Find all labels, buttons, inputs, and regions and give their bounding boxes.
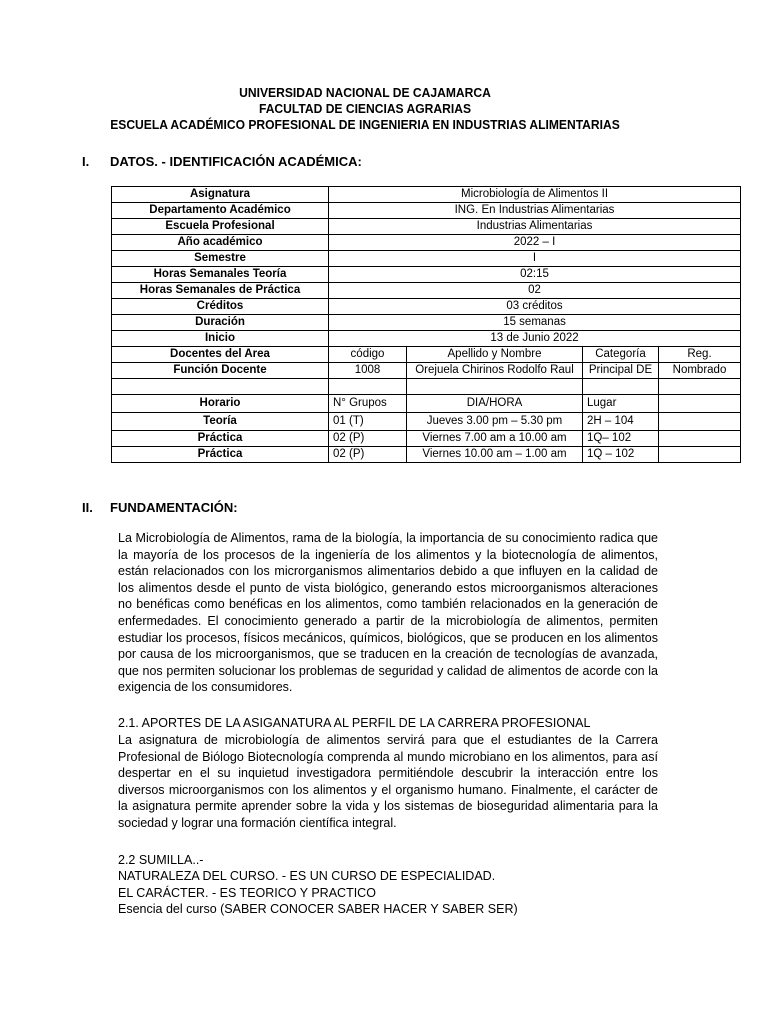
horario-row-label: Teoría bbox=[112, 413, 329, 431]
horario-row bbox=[112, 413, 741, 431]
identification-value: 03 créditos bbox=[329, 299, 741, 315]
identification-label: Escuela Profesional bbox=[112, 219, 329, 235]
horario-row-grupo: 02 (P) bbox=[329, 447, 407, 463]
identification-value: 2022 – I bbox=[329, 235, 741, 251]
identification-value: 02:15 bbox=[329, 267, 741, 283]
horario-row-lugar: 1Q – 102 bbox=[583, 447, 659, 463]
horario-header-dia: DIA/HORA bbox=[407, 395, 583, 413]
docente-regimen: Nombrado bbox=[659, 363, 741, 379]
horario-row-empty bbox=[659, 447, 741, 463]
identification-label: Inicio bbox=[112, 331, 329, 347]
identification-row bbox=[112, 331, 741, 347]
horario-row-grupo: 02 (P) bbox=[329, 431, 407, 447]
empty-cell bbox=[583, 379, 659, 395]
horario-header-row bbox=[112, 395, 741, 413]
horario-row-dia: Viernes 7.00 am a 10.00 am bbox=[407, 431, 583, 447]
section-2-number: II. bbox=[82, 500, 93, 515]
school-name: ESCUELA ACADÉMICO PROFESIONAL DE INGENIERIA EN INDUSTRIAS ALIMENTARIAS bbox=[110, 117, 620, 132]
docente-nombre: Orejuela Chirinos Rodolfo Raul bbox=[407, 363, 583, 379]
identification-value: ING. En Industrias Alimentarias bbox=[329, 203, 741, 219]
funcion-docente-label: Función Docente bbox=[112, 363, 329, 379]
aportes-paragraph: La asignatura de microbiología de alimentos servirá para que el estudiantes de la Carrera Profesional de Biólogo Biotecnología comprenda al mundo microbiano en los alimentos, para así despertar en el su inquietud investigadora permitiéndole descubrir la interacción entre los diversos microorganismos con los alimentos y el organismo humano. Finalmente, el carácter de la asignatura permite aprender sobre la vida y los sistemas de bioseguridad alimentaria para la sociedad y lograr una formación científica integral. bbox=[118, 733, 658, 830]
funcion-docente-row bbox=[112, 363, 741, 379]
sumilla-naturaleza: NATURALEZA DEL CURSO. - ES UN CURSO DE ESPECIALIDAD. bbox=[118, 869, 496, 883]
identification-label: Horas Semanales Teoría bbox=[112, 267, 329, 283]
docentes-header-reg: Reg. bbox=[659, 347, 741, 363]
identification-row bbox=[112, 235, 741, 251]
identification-label: Duración bbox=[112, 315, 329, 331]
identification-row bbox=[112, 203, 741, 219]
sumilla-title: 2.2 SUMILLA..- bbox=[118, 853, 204, 867]
identification-label: Semestre bbox=[112, 251, 329, 267]
docentes-header-row bbox=[112, 347, 741, 363]
identification-label: Año académico bbox=[112, 235, 329, 251]
docentes-block bbox=[112, 347, 741, 395]
horario-header-lugar: Lugar bbox=[583, 395, 659, 413]
identification-value: 15 semanas bbox=[329, 315, 741, 331]
horario-row-empty bbox=[659, 413, 741, 431]
identification-value: 02 bbox=[329, 283, 741, 299]
empty-cell bbox=[329, 379, 407, 395]
identification-value: Industrias Alimentarias bbox=[329, 219, 741, 235]
identification-value: 13 de Junio 2022 bbox=[329, 331, 741, 347]
identification-label: Departamento Académico bbox=[112, 203, 329, 219]
sumilla-caracter: EL CARÁCTER. - ES TEORICO Y PRACTICO bbox=[118, 886, 376, 900]
horario-row-label: Práctica bbox=[112, 431, 329, 447]
fundamentacion-paragraph: La Microbiología de Alimentos, rama de la biología, la importancia de su conocimiento radica que la mayoría de los procesos de la ingeniería de los alimentos y la biotecnología de alimentos, están relacionados con los microrganismos alimentarios debido a que influyen en la calidad de los alimentos desde el punto de vista biológico, generando estos microorganismos alteraciones no benéficas como benéficas en los alimentos, como también relacionados en la generación de enfermedades. El conocimiento generado a partir de la microbiología de alimentos, permiten estudiar los procesos, físicos mecánicos, químicos, biológicos, que se producen en los alimentos por causa de los microorganismos, que se traducen en la creación de tecnologías de avanzada, que nos permiten solucionar los problemas de seguridad y calidad de alimentos de acorde con la exigencia de los consumidores. bbox=[118, 531, 658, 695]
empty-cell bbox=[112, 379, 329, 395]
identification-label: Horas Semanales de Práctica bbox=[112, 283, 329, 299]
sumilla-esencia: Esencia del curso (SABER CONOCER SABER HACER Y SABER SER) bbox=[118, 902, 518, 916]
docente-categoria: Principal DE bbox=[583, 363, 659, 379]
horario-row-lugar: 1Q– 102 bbox=[583, 431, 659, 447]
docentes-label: Docentes del Area bbox=[112, 347, 329, 363]
identification-row bbox=[112, 187, 741, 203]
empty-row bbox=[112, 379, 741, 395]
identification-row bbox=[112, 315, 741, 331]
horario-row-dia: Jueves 3.00 pm – 5.30 pm bbox=[407, 413, 583, 431]
identification-label: Créditos bbox=[112, 299, 329, 315]
aportes-title: 2.1. APORTES DE LA ASIGANATURA AL PERFIL DE LA CARRERA PROFESIONAL bbox=[118, 716, 591, 730]
empty-cell bbox=[407, 379, 583, 395]
horario-row-lugar: 2H – 104 bbox=[583, 413, 659, 431]
university-name: UNIVERSIDAD NACIONAL DE CAJAMARCA bbox=[239, 85, 491, 100]
horario-row-label: Práctica bbox=[112, 447, 329, 463]
document-header bbox=[26, 85, 705, 133]
horario-row-grupo: 01 (T) bbox=[329, 413, 407, 431]
horario-header-empty bbox=[659, 395, 741, 413]
faculty-name: FACULTAD DE CIENCIAS AGRARIAS bbox=[258, 101, 472, 116]
horario-row bbox=[112, 431, 741, 447]
empty-cell bbox=[659, 379, 741, 395]
horario-row-dia: Viernes 10.00 am – 1.00 am bbox=[407, 447, 583, 463]
identification-value: I bbox=[329, 251, 741, 267]
docentes-header-nombre: Apellido y Nombre bbox=[407, 347, 583, 363]
identification-row bbox=[112, 251, 741, 267]
section-2-title: FUNDAMENTACIÓN: bbox=[110, 500, 238, 515]
horario-header-grupos: N° Grupos bbox=[329, 395, 407, 413]
docentes-header-categoria: Categoría bbox=[583, 347, 659, 363]
identification-row bbox=[112, 267, 741, 283]
horario-row bbox=[112, 447, 741, 463]
section-1-title: DATOS. - IDENTIFICACIÓN ACADÉMICA: bbox=[110, 154, 362, 169]
horario-row-empty bbox=[659, 431, 741, 447]
docentes-header-codigo: código bbox=[329, 347, 407, 363]
horario-label: Horario bbox=[112, 395, 329, 413]
identification-table bbox=[111, 186, 741, 463]
identification-label: Asignatura bbox=[112, 187, 329, 203]
section-1-number: I. bbox=[82, 154, 90, 169]
identification-value: Microbiología de Alimentos II bbox=[329, 187, 741, 203]
identification-row bbox=[112, 283, 741, 299]
docente-codigo: 1008 bbox=[329, 363, 407, 379]
identification-table-body bbox=[112, 187, 741, 347]
identification-row bbox=[112, 299, 741, 315]
identification-row bbox=[112, 219, 741, 235]
horario-block bbox=[112, 395, 741, 463]
